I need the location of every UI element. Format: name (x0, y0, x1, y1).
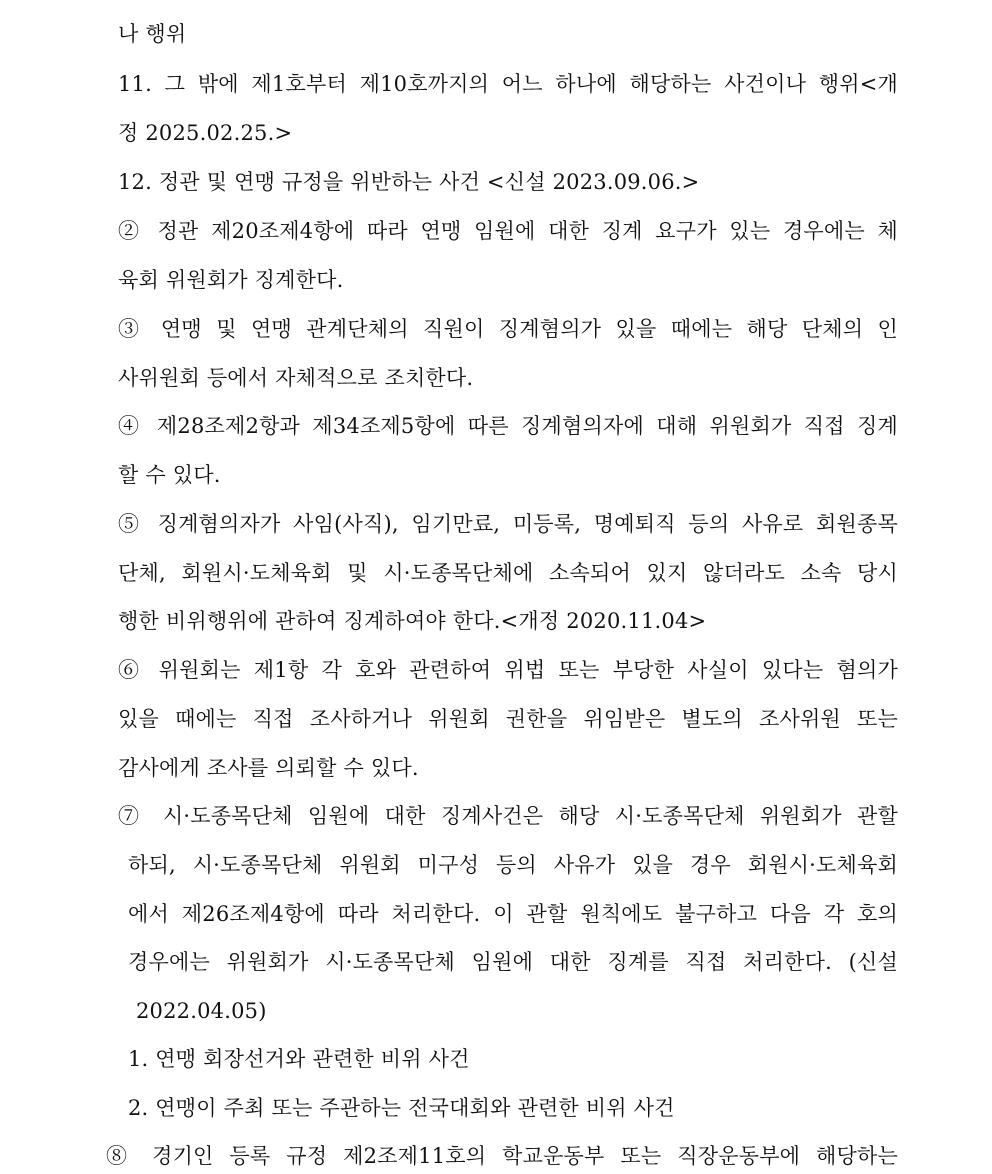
text-line-paragraph-3: ③ 연맹 및 연맹 관계단체의 직원이 징계혐의가 있을 때에는 해당 단체의 인 (118, 317, 898, 341)
text-line-paragraph-8: ⑧ 경기인 등록 규정 제2조제11호의 학교운동부 또는 직장운동부에 해당하는 (106, 1144, 898, 1168)
text-line-paragraph-2-continuation: 육회 위원회가 징계한다. (118, 268, 344, 292)
text-line-paragraph-7-line-3: 에서 제26조제4항에 따라 처리한다. 이 관할 원칙에도 불구하고 다음 각 호의 (128, 902, 898, 926)
text-line-paragraph-6: ⑥ 위원회는 제1항 각 호와 관련하여 위법 또는 부당한 사실이 있다는 혐의가 (118, 658, 898, 682)
text-line-paragraph-7-line-4: 경우에는 위원회가 시·도종목단체 임원에 대한 징계를 직접 처리한다. (신설 (128, 950, 898, 974)
text-line-paragraph-5-line-3: 행한 비위행위에 관하여 징계하여야 한다.<개정 2020.11.04> (118, 609, 707, 633)
text-line-paragraph-2: ② 정관 제20조제4항에 따라 연맹 임원에 대한 징계 요구가 있는 경우에는 체 (118, 219, 898, 243)
text-line-subitem-1: 1. 연맹 회장선거와 관련한 비위 사건 (128, 1047, 470, 1071)
text-line-paragraph-7-date: 2022.04.05) (136, 999, 267, 1023)
text-line-paragraph-7-line-2: 하되, 시·도종목단체 위원회 미구성 등의 사유가 있을 경우 회원시·도체육회 (128, 853, 898, 877)
text-line-item-11: 11. 그 밖에 제1호부터 제10호까지의 어느 하나에 해당하는 사건이나 행위<개 (118, 72, 898, 96)
text-line-paragraph-4-continuation: 할 수 있다. (118, 463, 221, 487)
text-line-paragraph-5: ⑤ 징계혐의자가 사임(사직), 임기만료, 미등록, 명예퇴직 등의 사유로 회원종목 (118, 512, 898, 536)
text-line-item-10-continuation: 나 행위 (118, 22, 187, 46)
text-line-paragraph-4: ④ 제28조제2항과 제34조제5항에 따른 징계혐의자에 대해 위원회가 직접 징계 (118, 414, 898, 438)
text-line-paragraph-6-line-2: 있을 때에는 직접 조사하거나 위원회 권한을 위임받은 별도의 조사위원 또는 (118, 707, 898, 731)
text-line-subitem-2: 2. 연맹이 주최 또는 주관하는 전국대회와 관련한 비위 사건 (128, 1096, 675, 1120)
text-line-paragraph-6-line-3: 감사에게 조사를 의뢰할 수 있다. (118, 756, 419, 780)
text-line-paragraph-3-continuation: 사위원회 등에서 자체적으로 조치한다. (118, 366, 474, 390)
text-line-item-12: 12. 정관 및 연맹 규정을 위반하는 사건 <신설 2023.09.06.> (118, 170, 700, 194)
text-line-item-11-continuation: 정 2025.02.25.> (118, 121, 293, 145)
text-line-paragraph-7: ⑦ 시·도종목단체 임원에 대한 징계사건은 해당 시·도종목단체 위원회가 관할 (118, 804, 898, 828)
text-line-paragraph-5-line-2: 단체, 회원시·도체육회 및 시·도종목단체에 소속되어 있지 않더라도 소속 당시 (118, 561, 898, 585)
